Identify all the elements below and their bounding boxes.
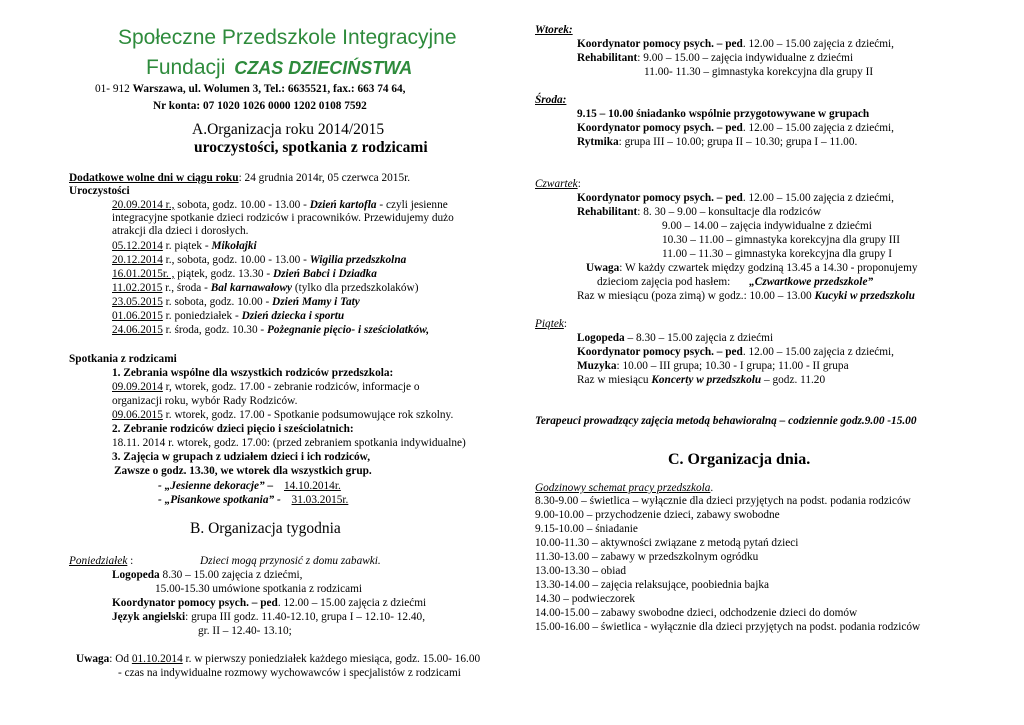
celebration-date: 01.06.2015 bbox=[112, 310, 163, 322]
monday-separator: : bbox=[127, 555, 134, 567]
friday-role: Koordynator pomocy psych. – ped bbox=[577, 346, 743, 358]
celebration-date: 23.05.2015 bbox=[112, 296, 163, 308]
celebration-date: 16.01.2015r. , bbox=[112, 268, 175, 280]
thursday-event-name: „Czwartkowe przedszkole” bbox=[749, 276, 874, 288]
therapists-note: Terapeuci prowadzący zajęcia metodą behawioralną – codziennie godz.9.00 -15.00 bbox=[535, 415, 917, 427]
schedule-item: 10.00-11.30 – aktywności związane z metodą pytań dzieci bbox=[535, 537, 799, 549]
friday-colon: : bbox=[563, 318, 567, 330]
celebration-item bbox=[112, 324, 429, 338]
tuesday-label: Wtorek: bbox=[535, 24, 573, 36]
thursday-line: 10.30 – 11.00 – gimnastyka korekcyjna dla grupy III bbox=[662, 234, 901, 246]
schedule-item: 9.15-10.00 – śniadanie bbox=[535, 523, 638, 535]
section-a-subtitle: uroczystości, spotkania z rodzicami bbox=[194, 139, 428, 156]
thursday-line: 11.00 – 11.30 – gimnastyka korekcyjna dla grupy I bbox=[662, 248, 893, 260]
address-line bbox=[95, 83, 405, 97]
wednesday-label: Środa: bbox=[535, 94, 567, 106]
wednesday-line bbox=[577, 122, 894, 136]
thursday-colon: : bbox=[577, 178, 581, 190]
celebration-date: 11.02.2015 bbox=[112, 282, 163, 294]
meeting3-item bbox=[158, 494, 348, 508]
schedule-header bbox=[535, 482, 713, 496]
celebration-details: r., środa - bbox=[162, 282, 211, 294]
schedule-label: Godzinowy schemat pracy przedszkola bbox=[535, 482, 711, 494]
wednesday-text: . 12.00 – 15.00 zajęcia z dziećmi, bbox=[742, 122, 895, 134]
meeting2-line: 18.11. 2014 r. wtorek, godz. 17.00: (przed zebraniem spotkania indywidualne) bbox=[112, 437, 466, 449]
monday-line bbox=[112, 569, 302, 583]
meeting1-title: 1. Zebrania wspólne dla wszystkich rodziców przedszkola: bbox=[112, 367, 394, 379]
thursday-text: Raz w miesiącu (poza zimą) w godz.: 10.00 – 13.00 bbox=[577, 290, 815, 302]
schedule-colon: . bbox=[710, 482, 714, 494]
meeting-date: 09.06.2015 bbox=[112, 409, 163, 421]
friday-line bbox=[577, 346, 894, 360]
schedule-item: 14.00-15.00 – zabawy swobodne dzieci, odchodzenie dzieci do domów bbox=[535, 607, 858, 619]
monday-remark-line2: - czas na indywidualne rozmowy wychowawców i specjalistów z rodzicami bbox=[118, 667, 461, 679]
meeting3-title: 3. Zajęcia w grupach z udziałem dzieci i ich rodziców, bbox=[112, 451, 371, 463]
tuesday-text: . 12.00 – 15.00 zajęcia z dziećmi, bbox=[742, 38, 895, 50]
free-days-value: : 24 grudnia 2014r, 05 czerwca 2015r. bbox=[238, 172, 411, 184]
address-text: Warszawa, ul. Wolumen 3, Tel.: 6635521, fax.: 663 74 64, bbox=[132, 83, 406, 95]
meeting3-item-date: 31.03.2015r. bbox=[291, 494, 349, 506]
section-a-title: A.Organizacja roku 2014/2015 bbox=[192, 121, 385, 138]
celebration-details: r. poniedziałek - bbox=[162, 310, 242, 322]
monday-header bbox=[69, 555, 133, 569]
friday-text: – 8.30 – 15.00 zajęcia z dziećmi bbox=[624, 332, 774, 344]
schedule-item: 11.30-13.00 – zabawy w przedszkolnym ogródku bbox=[535, 551, 759, 563]
monday-line-text: : grupa III godz. 11.40-12.10, grupa I – 12.10- 12.40, bbox=[185, 611, 426, 623]
meeting1-line bbox=[112, 409, 453, 423]
thursday-text: . 12.00 – 15.00 zajęcia z dziećmi, bbox=[742, 192, 895, 204]
celebration-name: Wigilia przedszkolna bbox=[309, 254, 407, 266]
address-postcode: 01- 912 bbox=[95, 83, 130, 95]
celebration-item bbox=[112, 199, 448, 213]
schedule-item: 14.30 – podwieczorek bbox=[535, 593, 636, 605]
celebration-note: - czyli jesienne bbox=[376, 199, 448, 211]
celebration-details: r. środa, godz. 10.30 - bbox=[162, 324, 268, 336]
monday-line bbox=[112, 611, 425, 625]
celebration-desc-line: integracyjne spotkanie dzieci rodziców i pracowników. Przewidujemy dużo bbox=[112, 212, 454, 224]
org-name-line2 bbox=[146, 55, 412, 81]
wednesday-line bbox=[577, 136, 857, 150]
thursday-role: Koordynator pomocy psych. – ped bbox=[577, 192, 743, 204]
meeting3-item bbox=[158, 480, 341, 494]
account-number: Nr konta: 07 1020 1026 0000 1202 0108 7592 bbox=[153, 100, 367, 112]
friday-line bbox=[577, 374, 825, 388]
free-days-label: Dodatkowe wolne dni w ciągu roku bbox=[69, 172, 239, 184]
celebration-details: sobota, godz. 10.00 - 13.00 - bbox=[174, 199, 310, 211]
celebration-details: r. sobota, godz. 10.00 - bbox=[162, 296, 273, 308]
wednesday-line: 9.15 – 10.00 śniadanko wspólnie przygotowywane w grupach bbox=[577, 108, 870, 120]
celebration-item bbox=[112, 282, 418, 296]
monday-line: gr. II – 12.40- 13.10; bbox=[198, 625, 292, 637]
celebration-name: Dzień Mamy i Taty bbox=[272, 296, 360, 308]
friday-text: . 12.00 – 15.00 zajęcia z dziećmi, bbox=[742, 346, 895, 358]
meeting1-line: organizacji roku, wybór Rady Rodziców. bbox=[112, 395, 298, 407]
tuesday-line: 11.00- 11.30 – gimnastyka korekcyjna dla grupy II bbox=[644, 66, 874, 78]
meeting-details: r, wtorek, godz. 17.00 - zebranie rodziców, informacje o bbox=[162, 381, 420, 393]
thursday-remark-text: : W każdy czwartek między godziną 13.45 a 14.30 - proponujemy bbox=[619, 262, 918, 274]
remark-text: r. w pierwszy poniedziałek każdego miesiąca, godz. 15.00- 16.00 bbox=[182, 653, 481, 665]
org-foundation-name: CZAS DZIECIŃSTWA bbox=[234, 58, 413, 78]
monday-line-text: . 12.00 – 15.00 zajęcia z dziećmi bbox=[277, 597, 427, 609]
thursday-remark-label: Uwaga bbox=[586, 262, 620, 274]
meeting2-title: 2. Zebranie rodziców dzieci pięcio i sześciolatnich: bbox=[112, 423, 354, 435]
schedule-item: 8.30-9.00 – świetlica – wyłącznie dla dzieci przyjętych na podst. podania rodziców bbox=[535, 495, 911, 507]
meeting-date: 09.09.2014 bbox=[112, 381, 163, 393]
tuesday-line bbox=[577, 38, 894, 52]
celebration-item bbox=[112, 296, 360, 310]
celebration-desc-line: atrakcji dla dzieci i dorosłych. bbox=[112, 225, 249, 237]
friday-line bbox=[577, 360, 849, 374]
thursday-remark bbox=[586, 262, 918, 276]
celebration-name: Bal karnawałowy bbox=[210, 282, 293, 294]
org-name-line1: Społeczne Przedszkole Integracyjne bbox=[118, 26, 457, 49]
wednesday-text: : grupa III – 10.00; grupa II – 10.30; grupa I – 11.00. bbox=[618, 136, 858, 148]
celebration-note: (tylko dla przedszkolaków) bbox=[292, 282, 419, 294]
meeting3-item-date: 14.10.2014r. bbox=[283, 480, 341, 492]
friday-text: : 10.00 – III grupa; 10.30 - I grupa; 11.00 - II grupa bbox=[616, 360, 849, 372]
thursday-line bbox=[577, 192, 894, 206]
thursday-line bbox=[577, 206, 821, 220]
celebration-date: 05.12.2014 bbox=[112, 240, 163, 252]
celebration-details: piątek, godz. 13.30 - bbox=[174, 268, 273, 280]
friday-header bbox=[535, 318, 567, 332]
thursday-text: : 8. 30 – 9.00 – konsultacje dla rodziców bbox=[637, 206, 822, 218]
celebrations-label: Uroczystości bbox=[69, 185, 130, 197]
thursday-remark-line2 bbox=[597, 276, 873, 290]
friday-role: Muzyka bbox=[577, 360, 617, 372]
friday-text: – godz. 11.20 bbox=[761, 374, 826, 386]
celebration-name: Pożegnanie pięcio- i sześciolatków, bbox=[267, 324, 430, 336]
schedule-item: 15.00-16.00 – świetlica - wyłącznie dla dzieci przyjętych na podst. podania rodziców bbox=[535, 621, 921, 633]
celebration-name: Dzień kartofla bbox=[309, 199, 377, 211]
thursday-header bbox=[535, 178, 581, 192]
celebration-details: r. piątek - bbox=[162, 240, 212, 252]
thursday-label: Czwartek bbox=[535, 178, 578, 190]
monday-line-text: 8.30 – 15.00 zajęcia z dziećmi, bbox=[159, 569, 303, 581]
thursday-event-name: Kucyki w przedszkolu bbox=[814, 290, 915, 302]
monday-line-role: Koordynator pomocy psych. – ped bbox=[112, 597, 278, 609]
monday-note: Dzieci mogą przynosić z domu zabawki. bbox=[200, 555, 381, 567]
monday-line bbox=[112, 597, 426, 611]
celebration-details: r., sobota, godz. 10.00 - 13.00 - bbox=[162, 254, 310, 266]
remark-label: Uwaga bbox=[76, 653, 110, 665]
meeting3-item-name: - „Pisankowe spotkania” - bbox=[158, 494, 281, 506]
meeting3-subtitle: Zawsze o godz. 13.30, we wtorek dla wszystkich grup. bbox=[114, 465, 372, 477]
celebration-item bbox=[112, 268, 377, 282]
schedule-item: 9.00-10.00 – przychodzenie dzieci, zabawy swobodne bbox=[535, 509, 780, 521]
celebration-name: Dzień Babci i Dziadka bbox=[272, 268, 377, 280]
celebration-item bbox=[112, 254, 406, 268]
monday-line-role: Język angielski bbox=[112, 611, 186, 623]
thursday-role: Rehabilitant bbox=[577, 206, 638, 218]
meeting-details: r. wtorek, godz. 17.00 - Spotkanie podsumowujące rok szkolny. bbox=[162, 409, 454, 421]
remark-date: 01.10.2014 bbox=[131, 653, 183, 665]
thursday-line: 9.00 – 14.00 – zajęcia indywidualne z dziećmi bbox=[662, 220, 872, 232]
monday-line: 15.00-15.30 umówione spotkania z rodzicami bbox=[155, 583, 363, 595]
schedule-item: 13.30-14.00 – zajęcia relaksujące, poobiednia bajka bbox=[535, 579, 770, 591]
schedule-item: 13.00-13.30 – obiad bbox=[535, 565, 626, 577]
monday-label: Poniedziałek bbox=[69, 555, 128, 567]
monday-line-role: Logopeda bbox=[112, 569, 160, 581]
wednesday-role: Rytmika bbox=[577, 136, 619, 148]
remark-text: : Od bbox=[109, 653, 132, 665]
friday-role: Logopeda bbox=[577, 332, 625, 344]
free-days bbox=[69, 172, 410, 186]
meeting3-item-name: - „Jesienne dekoracje” – bbox=[158, 480, 274, 492]
tuesday-text: : 9.00 – 15.00 – zajęcia indywidualne z dziećmi bbox=[637, 52, 854, 64]
thursday-remark-text: dzieciom zajęcia pod hasłem: bbox=[597, 276, 731, 288]
celebration-date: 20.12.2014 bbox=[112, 254, 163, 266]
thursday-line bbox=[577, 290, 915, 304]
meeting1-line bbox=[112, 381, 420, 395]
celebration-name: Mikołajki bbox=[211, 240, 257, 252]
tuesday-role: Rehabilitant bbox=[577, 52, 638, 64]
section-c-title: C. Organizacja dnia. bbox=[668, 451, 811, 468]
celebration-name: Dzień dziecka i sportu bbox=[241, 310, 345, 322]
friday-text: Raz w miesiącu bbox=[577, 374, 652, 386]
tuesday-role: Koordynator pomocy psych. – ped bbox=[577, 38, 743, 50]
friday-label: Piątek bbox=[535, 318, 564, 330]
tuesday-line bbox=[577, 52, 853, 66]
celebration-item bbox=[112, 240, 257, 254]
wednesday-role: Koordynator pomocy psych. – ped bbox=[577, 122, 743, 134]
monday-remark bbox=[76, 653, 480, 667]
meetings-label: Spotkania z rodzicami bbox=[69, 353, 177, 365]
celebration-date: 20.09.2014 r., bbox=[112, 199, 175, 211]
celebration-item bbox=[112, 310, 344, 324]
friday-event-name: Koncerty w przedszkolu bbox=[651, 374, 762, 386]
celebration-date: 24.06.2015 bbox=[112, 324, 163, 336]
org-foundation-label: Fundacji bbox=[146, 56, 226, 79]
friday-line bbox=[577, 332, 773, 346]
section-b-title: B. Organizacja tygodnia bbox=[190, 520, 341, 537]
